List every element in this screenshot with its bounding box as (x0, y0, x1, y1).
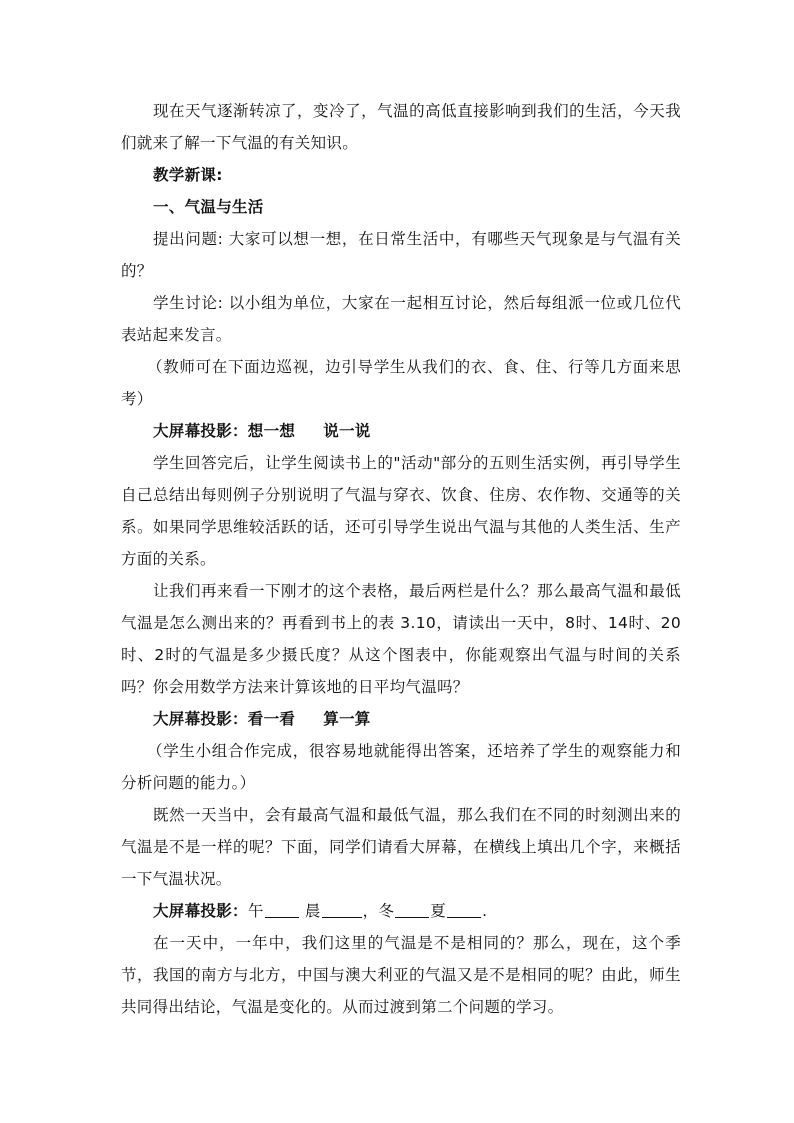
projection-calc-label: 算一算 (323, 710, 371, 728)
projection-think-label: 大屏幕投影：想一想 (153, 422, 296, 440)
fill-end-mark: . (482, 902, 488, 920)
question-paragraph: 提出问题: 大家可以想一想，在日常生活中，有哪些天气现象是与气温有关的？ (121, 230, 681, 280)
intro-paragraph: 现在天气逐渐转凉了，变冷了，气温的高低直接影响到我们的生活，今天我们就来了解一下气温的有关知识。 (121, 102, 681, 152)
fill-blank-1 (265, 902, 299, 919)
fill-blank-2 (322, 902, 362, 919)
group-work-note-paragraph: （学生小组合作完成，很容易地就能得出答案，还培养了学生的观察能力和分析问题的能力。） (121, 742, 681, 792)
fill-blank-label: 大屏幕投影： (153, 902, 248, 920)
discussion-paragraph: 学生讨论: 以小组为单位，大家在一起相互讨论，然后每组派一位或几位代表站起来发言。 (121, 294, 681, 344)
subsection-heading-temperature-life: 一、气温与生活 (153, 198, 264, 216)
fill-blank-projection (121, 895, 681, 927)
table-question-paragraph: 让我们再来看一下刚才的这个表格，最后两栏是什么？那么最高气温和最低气温是怎么测出来的？再看到书上的表 3.10，请读出一天中，8时、14时、20时、2时的气温是多少摄氏度？从这个图表中，你能观察出气温与时间的关系吗？你会用数学方法来计算该地的日平均气温吗？ (121, 582, 681, 696)
fill-word-summer: 夏 (430, 902, 447, 920)
teacher-note-paragraph: （教师可在下面边巡视，边引导学生从我们的衣、食、住、行等几方面来思考） (121, 358, 681, 408)
fill-word-morning: 晨 (304, 902, 321, 920)
fill-blank-4 (447, 902, 481, 919)
fill-word-noon: 午 (247, 902, 264, 920)
document-page (121, 95, 681, 1023)
section-heading-new-lesson: 教学新课: (153, 166, 223, 184)
projection-look-label: 大屏幕投影：看一看 (153, 710, 296, 728)
projection-say-label: 说一说 (323, 422, 371, 440)
projection-look-calc (121, 703, 681, 735)
projection-think-say (121, 415, 681, 447)
conclusion-paragraph: 在一天中，一年中，我们这里的气温是不是相同的？那么，现在，这个季节，我国的南方与北方，中国与澳大利亚的气温又是不是相同的呢？由此，师生共同得出结论，气温是变化的。从而过渡到第二个问题的学习。 (121, 934, 681, 1016)
time-difference-paragraph: 既然一天当中，会有最高气温和最低气温，那么我们在不同的时刻测出来的气温是不是一样的呢？下面，同学们请看大屏幕，在横线上填出几个字，来概括一下气温状况。 (121, 806, 681, 888)
fill-blank-3 (395, 902, 429, 919)
fill-separator: ， (362, 902, 379, 920)
activity-paragraph: 学生回答完后，让学生阅读书上的"活动"部分的五则生活实例，再引导学生自己总结出每则例子分别说明了气温与穿衣、饮食、住房、农作物、交通等的关系。如果同学思维较活跃的话，还可引导学生说出气温与其他的人类生活、生产方面的关系。 (121, 454, 681, 568)
fill-word-winter: 冬 (378, 902, 395, 920)
